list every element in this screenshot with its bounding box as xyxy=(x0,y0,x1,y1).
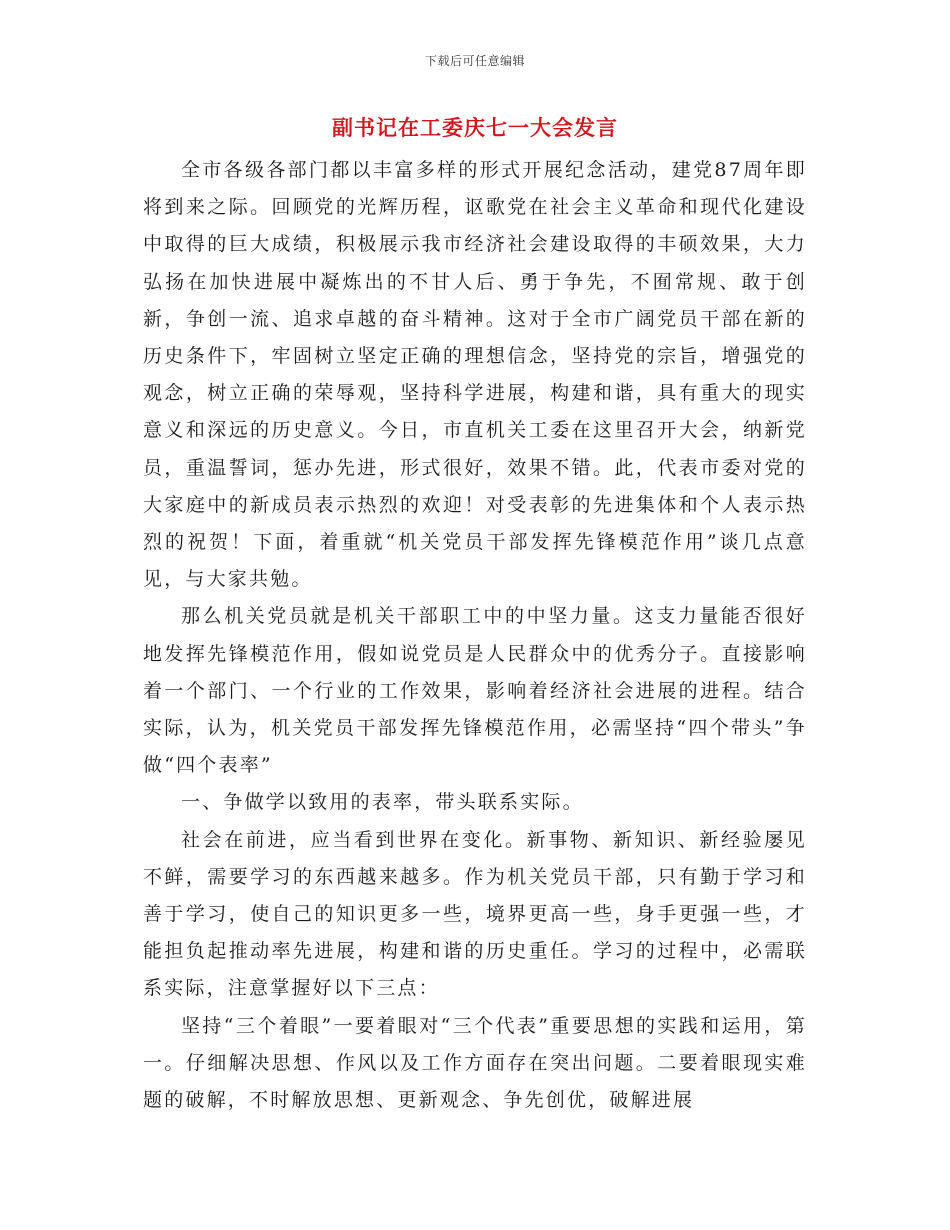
paragraph-backbone: 那么机关党员就是机关干部职工中的中坚力量。这支力量能否很好地发挥先锋模范作用，假如说党员是人民群众中的优秀分子。直接影响着一个部门、一个行业的工作效果，影响着经济社会进展的进程。结合实际，认为，机关党员干部发挥先锋模范作用，必需坚持“四个带头”争做“四个表率” xyxy=(143,605,807,777)
section-heading-one: 一、争做学以致用的表率，带头联系实际。 xyxy=(181,791,584,814)
document-title: 副书记在工委庆七一大会发言 xyxy=(332,115,618,140)
header-note: 下载后可任意编辑 xyxy=(424,54,525,68)
paragraph-intro: 全市各级各部门都以丰富多样的形式开展纪念活动，建党87周年即将到来之际。回顾党的光辉历程，讴歌党在社会主义革命和现代化建设中取得的巨大成绩，积极展示我市经济社会建设取得的丰硕效果，大力弘扬在加快进展中凝炼出的不甘人后、勇于争先，不囿常规、敢于创新，争创一流、追求卓越的奋斗精神。这对于全市广阔党员干部在新的历史条件下，牢固树立坚定正确的理想信念，坚持党的宗旨，增强党的观念，树立正确的荣辱观，坚持科学进展，构建和谐，具有重大的现实意义和深远的历史意义。今日，市直机关工委在这里召开大会，纳新党员，重温誓词，惩办先进，形式很好，效果不错。此，代表市委对党的大家庭中的新成员表示热烈的欢迎！对受表彰的先进集体和个人表示热烈的祝贺！下面，着重就“机关党员干部发挥先锋模范作用”谈几点意见，与大家共勉。 xyxy=(143,159,807,591)
paragraph-learning: 社会在前进，应当看到世界在变化。新事物、新知识、新经验屡见不鲜，需要学习的东西越来越多。作为机关党员干部，只有勤于学习和善于学习，使自己的知识更多一些，境界更高一些，身手更强一些，才能担负起推动率先进展，构建和谐的历史重任。学习的过程中，必需联系实际，注意掌握好以下三点： xyxy=(143,828,807,1000)
document-body xyxy=(143,152,807,1119)
paragraph-three-focus: 坚持“三个着眼”一要着眼对“三个代表”重要思想的实践和运用，第一。仔细解决思想、作风以及工作方面存在突出问题。二要着眼现实难题的破解，不时解放思想、更新观念、争先创优，破解进展 xyxy=(143,1014,807,1112)
